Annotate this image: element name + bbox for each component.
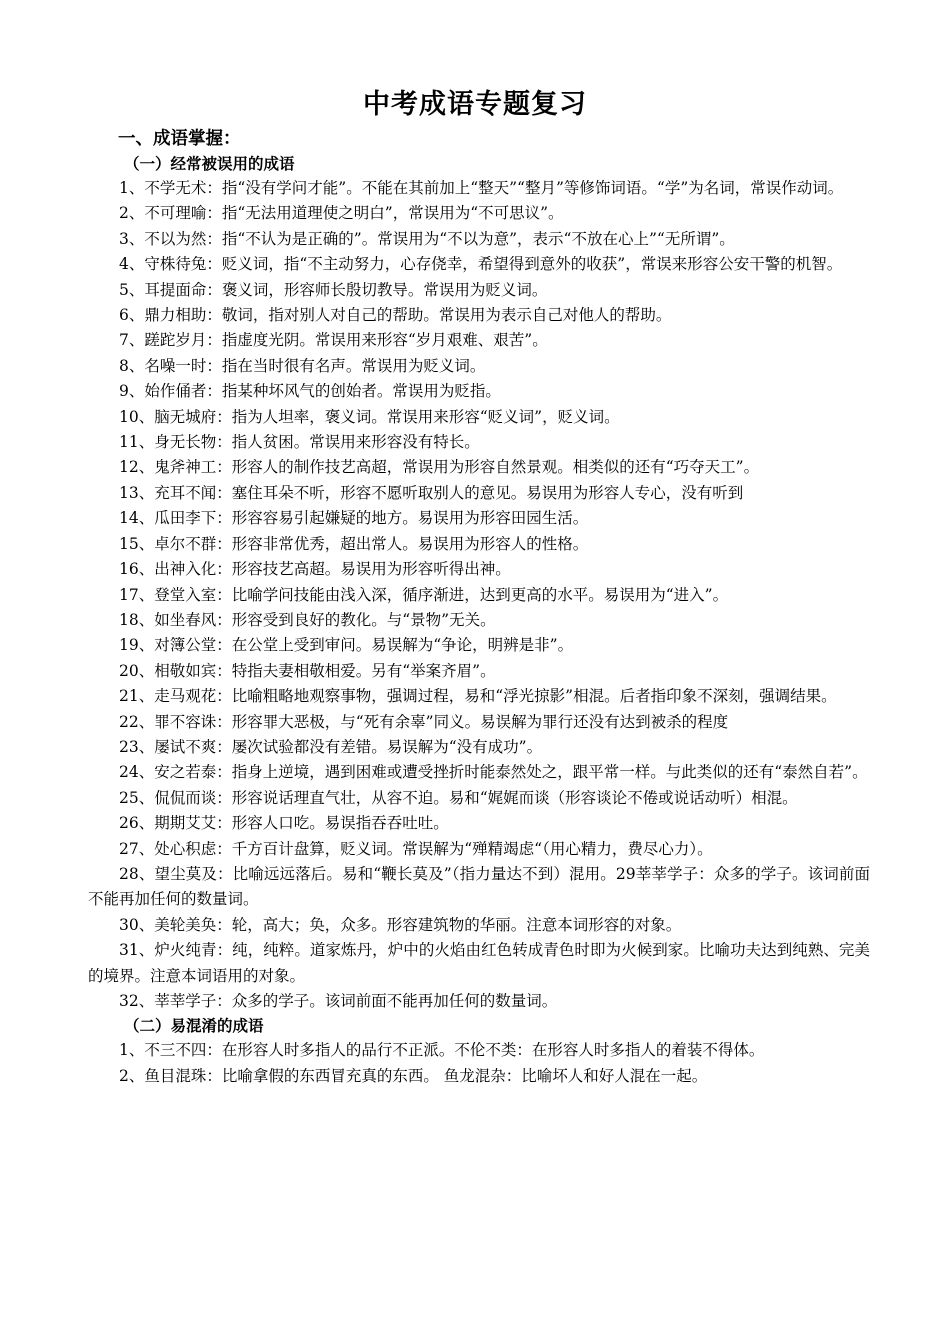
idiom-entry: 28、望尘莫及：比喻远远落后。易和“鞭长莫及”（指力量达不到）混用。29莘莘学子：众多的学子。该词前面不能再加任何的数量词。: [88, 864, 870, 909]
idiom-entry: 22、罪不容诛：形容罪大恶极，与“死有余辜”同义。易误解为罪行还没有达到被杀的程度: [119, 712, 729, 731]
idiom-entry: 1、不学无术：指“没有学问才能”。不能在其前加上“整天”“整月”等修饰词语。“学”为名词，常误作动词。: [119, 179, 844, 197]
idiom-entry: 4、守株待兔：贬义词，指“不主动努力，心存侥幸，希望得到意外的收获”，常误来形容公安干警的机智。: [119, 255, 843, 274]
subsection-heading-confusable: （二）易混淆的成语: [124, 1016, 264, 1036]
section-heading: 一、成语掌握：: [118, 129, 241, 149]
idiom-entry: 20、相敬如宾：特指夫妻相敬相爱。另有“举案齐眉”。: [119, 661, 496, 680]
idiom-entry: 32、莘莘学子：众多的学子。该词前面不能再加任何的数量词。: [119, 992, 558, 1010]
idiom-entry: 3、不以为然：指“不认为是正确的”。常误用为“不以为意”，表示“不放在心上”“无所谓”。: [119, 229, 735, 248]
idiom-entry: 17、登堂入室：比喻学问技能由浅入深，循序渐进，达到更高的水平。易误用为“进入”。: [119, 585, 729, 604]
idiom-entry: 26、期期艾艾：形容人口吃。易误指吞吞吐吐。: [119, 814, 449, 833]
idiom-entry: 25、侃侃而谈：形容说话理直气壮，从容不迫。易和“娓娓而谈（形容谈论不倦或说话动听）相混。: [119, 788, 798, 807]
idiom-entry: 5、耳提面命：褒义词，形容师长殷切教导。常误用为贬义词。: [119, 280, 548, 299]
confusable-idiom-list: [88, 1038, 870, 1089]
idiom-entry: 18、如坐春风：形容受到良好的教化。与“景物”无关。: [119, 610, 496, 629]
idiom-entry: 14、瓜田李下：形容容易引起嫌疑的地方。易误用为形容田园生活。: [119, 509, 589, 528]
idiom-entry: 11、身无长物：指人贫困。常误用来形容没有特长。: [119, 433, 480, 452]
idiom-entry: 24、安之若泰：指身上逆境，遇到困难或遭受挫折时能泰然处之，跟平常一样。与此类似的还有“泰然自若”。: [119, 763, 868, 782]
idiom-entry: 7、蹉跎岁月：指虚度光阴。常误用来形容“岁月艰难、艰苦”。: [119, 331, 548, 350]
idiom-entry: 1、不三不四：在形容人时多指人的品行不正派。不伦不类：在形容人时多指人的着装不得体。: [119, 1041, 765, 1060]
idiom-entry: 31、炉火纯青：纯，纯粹。道家炼丹，炉中的火焰由红色转成青色时即为火候到家。比喻功夫达到纯熟、完美的境界。注意本词语用的对象。: [88, 941, 870, 985]
idiom-entry: 12、鬼斧神工：形容人的制作技艺高超，常误用为形容自然景观。相类似的还有“巧夺天工”。: [119, 458, 760, 477]
idiom-entry: 10、脑无城府：指为人坦率，褒义词。常误用来形容“贬义词”，贬义词。: [119, 407, 620, 426]
idiom-entry: 19、对簿公堂：在公堂上受到审问。易误解为“争论，明辨是非”。: [119, 636, 574, 655]
idiom-entry: 2、不可理喻：指“无法用道理使之明白”，常误用为“不可思议”。: [119, 204, 564, 223]
idiom-entry: 15、卓尔不群：形容非常优秀，超出常人。易误用为形容人的性格。: [119, 534, 589, 553]
idiom-entry: 13、充耳不闻：塞住耳朵不听，形容不愿听取别人的意见。易误用为形容人专心，没有听到: [119, 483, 744, 502]
idiom-entry: 23、屡试不爽：屡次试验都没有差错。易误解为“没有成功”。: [119, 737, 543, 756]
idiom-entry: 8、名噪一时：指在当时很有名声。常误用为贬义词。: [119, 356, 486, 375]
idiom-entry: 21、走马观花：比喻粗略地观察事物，强调过程，易和“浮光掠影”相混。后者指印象不深刻，强调结果。: [119, 687, 837, 706]
idiom-entry: 27、处心积虑：千方百计盘算，贬义词。常误解为“殚精竭虑“（用心精力，费尽心力）。: [119, 839, 713, 858]
page-title: 中考成语专题复习: [363, 89, 587, 120]
idiom-entry: 30、美轮美奂：轮，高大；奂，众多。形容建筑物的华丽。注意本词形容的对象。: [119, 915, 682, 934]
subsection-heading-misused: （一）经常被误用的成语: [124, 154, 295, 173]
idiom-entry: 9、始作俑者：指某种坏风气的创始者。常误用为贬指。: [119, 382, 501, 401]
idiom-entry: 16、出神入化：形容技艺高超。易误用为形容听得出神。: [119, 560, 511, 579]
document-body: [88, 126, 870, 1089]
idiom-entry: 2、鱼目混珠：比喻拿假的东西冒充真的东西。 鱼龙混杂：比喻坏人和好人混在一起。: [119, 1066, 708, 1085]
idiom-entry: 6、鼎力相助：敬词，指对别人对自己的帮助。常误用为表示自己对他人的帮助。: [119, 306, 672, 325]
misused-idiom-list: [88, 176, 870, 1014]
